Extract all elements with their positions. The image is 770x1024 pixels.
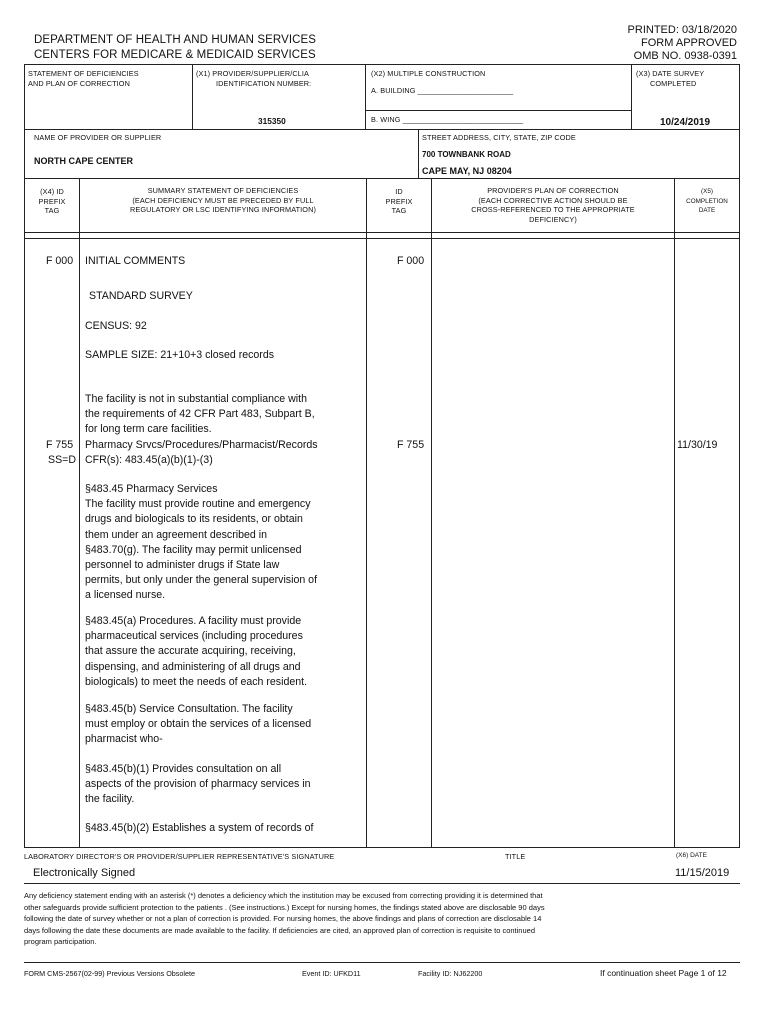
form-number: FORM CMS-2567(02-99) Previous Versions Obsolete xyxy=(24,969,195,978)
rule xyxy=(24,232,740,233)
date-label: (X6) DATE xyxy=(676,852,707,859)
statement-label: STATEMENT OF DEFICIENCIES AND PLAN OF CORRECTION xyxy=(28,69,139,88)
rule xyxy=(24,238,740,239)
rule xyxy=(739,64,740,848)
rule xyxy=(365,64,366,130)
facility-id: Facility ID: NJ62200 xyxy=(418,969,483,978)
rule xyxy=(366,110,632,111)
rule xyxy=(24,883,740,884)
x4-header: (X4) ID PREFIX TAG xyxy=(38,187,66,215)
rule xyxy=(79,178,80,848)
scope-severity: SS=D xyxy=(48,454,76,466)
rule xyxy=(674,178,675,848)
provider-id-number: 315350 xyxy=(258,116,286,126)
signature-date: 11/15/2019 xyxy=(675,867,730,879)
tag-f755-right: F 755 xyxy=(397,439,425,451)
street-address: 700 TOWNBANK ROAD xyxy=(422,150,511,159)
omb-number: OMB NO. 0938-0391 xyxy=(633,50,737,62)
rule xyxy=(24,64,25,848)
regulation-paragraph: §483.45(b)(1) Provides consultation on all aspects of the provision of pharmacy services in the facility. xyxy=(85,763,311,806)
regulation-paragraph: §483.45(a) Procedures. A facility must provide pharmaceutical services (including procedures that assure the accurate acquiring, receiving, dispensing, and administering of all drugs and biologicals) to meet the needs of each resident. xyxy=(85,615,308,688)
signature-label: LABORATORY DIRECTOR'S OR PROVIDER/SUPPLIER REPRESENTATIVE'S SIGNATURE xyxy=(24,852,335,861)
tag-f755-left: F 755 xyxy=(46,439,74,451)
form-approved: FORM APPROVED xyxy=(641,37,737,49)
provider-name: NORTH CAPE CENTER xyxy=(34,156,134,166)
initial-comments-heading: INITIAL COMMENTS xyxy=(85,255,186,267)
completion-date: 11/30/19 xyxy=(677,439,718,451)
regulation-paragraph: §483.45(b) Service Consultation. The facility must employ or obtain the services of a licensed pharmacist who- xyxy=(85,703,312,746)
tag-f000-right: F 000 xyxy=(397,255,425,267)
survey-completed-date: 10/24/2019 xyxy=(660,117,711,128)
id-prefix-header: ID PREFIX TAG xyxy=(385,187,413,215)
signature-value: Electronically Signed xyxy=(33,867,136,879)
title-label: TITLE xyxy=(505,852,526,861)
rule xyxy=(418,129,419,179)
x2-label: (X2) MULTIPLE CONSTRUCTION xyxy=(371,69,486,78)
page-indicator: If continuation sheet Page 1 of 12 xyxy=(600,968,727,978)
form-status-block xyxy=(628,24,737,63)
plan-header: PROVIDER'S PLAN OF CORRECTION (EACH CORRECTIVE ACTION SHOULD BE CROSS-REFERENCED TO THE APPROPRIATE DEFICIENCY) xyxy=(471,186,635,224)
rule xyxy=(24,962,740,963)
department-name: DEPARTMENT OF HEALTH AND HUMAN SERVICES xyxy=(34,34,317,46)
census: CENSUS: 92 xyxy=(85,320,147,332)
sample-size: SAMPLE SIZE: 21+10+3 closed records xyxy=(85,349,275,361)
wing-field: B. WING _____________________________ xyxy=(371,115,524,124)
tag-f000-left: F 000 xyxy=(46,255,74,267)
rule xyxy=(24,178,740,179)
standard-survey: STANDARD SURVEY xyxy=(89,290,193,302)
pharmacy-cfr: CFR(s): 483.45(a)(b)(1)-(3) xyxy=(85,453,213,466)
regulation-paragraph: §483.45(b)(2) Establishes a system of records of xyxy=(85,822,314,834)
summary-header: SUMMARY STATEMENT OF DEFICIENCIES (EACH DEFICIENCY MUST BE PRECEDED BY FULL REGULATORY OR LSC IDENTIFYING INFORMATION) xyxy=(130,186,316,214)
address-label: STREET ADDRESS, CITY, STATE, ZIP CODE xyxy=(422,133,576,142)
rule xyxy=(24,64,740,65)
rule xyxy=(24,129,740,130)
provider-name-label: NAME OF PROVIDER OR SUPPLIER xyxy=(34,133,162,142)
x1-label: (X1) PROVIDER/SUPPLIER/CLIA IDENTIFICATION NUMBER: xyxy=(196,69,312,88)
completion-header: (X5) COMPLETION DATE xyxy=(686,188,728,214)
disclaimer: Any deficiency statement ending with an asterisk (*) denotes a deficiency which the institution may be excused from correcting providing it is determined that other safeguards provide sufficient protection to the patients . (See instructions.) Except for nursing homes, the findings stated above are disclosable 90 days following the date of survey whether or not a plan of correction is provided. For nursing homes, the above findings and plans of correction are disclosable 14 days following the date these documents are made available to the facility. If deficiencies are cited, an approved plan of correction is requisite to continued program participation. xyxy=(24,891,545,946)
pharmacy-tag-title: Pharmacy Srvcs/Procedures/Pharmacist/Records xyxy=(85,438,318,451)
regulation-paragraph: §483.45 Pharmacy Services The facility must provide routine and emergency drugs and biologicals to its residents, or obtain them under an agreement described in §483.70(g). The facility may permit unlicensed personnel to administer drugs if State law permits, but only under the general supervision of a licensed nurse. xyxy=(85,483,318,602)
rule xyxy=(366,178,367,848)
rule xyxy=(192,64,193,130)
agency-header xyxy=(34,33,316,62)
printed-date: PRINTED: 03/18/2020 xyxy=(627,24,737,36)
rule xyxy=(431,178,432,848)
compliance-statement: The facility is not in substantial compliance with the requirements of 42 CFR Part 483, Subpart B, for long term care facilities. Pharmacy Srvcs/Procedures/Pharmacist/Records CFR(s): 483.45(a)(b)(1)-(3) xyxy=(85,392,345,468)
agency-name: CENTERS FOR MEDICARE & MEDICAID SERVICES xyxy=(34,48,316,61)
city-state-zip: CAPE MAY, NJ 08204 xyxy=(422,166,512,176)
rule xyxy=(631,64,632,130)
rule xyxy=(24,847,740,848)
x3-label: (X3) DATE SURVEY COMPLETED xyxy=(636,69,705,88)
event-id: Event ID: UFKD11 xyxy=(302,969,361,978)
building-field: A. BUILDING _______________________ xyxy=(371,86,514,95)
